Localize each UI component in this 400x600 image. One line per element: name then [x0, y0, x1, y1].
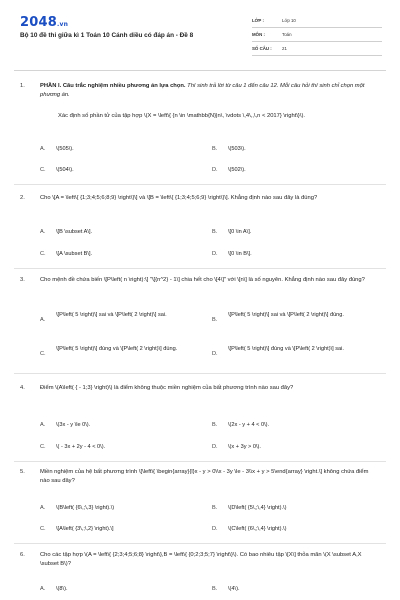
- option-text: \(4\).: [228, 586, 240, 592]
- option-label: C.: [40, 444, 46, 450]
- option-label: B.: [212, 422, 218, 428]
- header-divider: [14, 70, 386, 71]
- logo-main: 2048: [20, 15, 57, 30]
- meta-value: Lớp 10: [282, 18, 296, 23]
- option-label: B.: [212, 229, 218, 235]
- question-number: 4.: [20, 385, 25, 391]
- option-text: \(D\left( {5\,;\,4} \right).\): [228, 505, 287, 511]
- question-stem: [40, 82, 378, 100]
- option-label: D.: [212, 167, 218, 173]
- option-text: \[A\left( {3\,;\,2} \right).\]: [56, 526, 114, 532]
- question-stem: Cho các tập hợp \(A = \left\{ {2;3;4;5;6;8} \right\},B = \left\{ {0;2;3;5;7} \right\}\). Có bao nhiêu tập \[X\] thỏa mãn \(X \subset A,X \subset B\)?: [40, 552, 362, 567]
- meta-value: 21: [282, 46, 287, 51]
- question-number: 2.: [20, 195, 25, 201]
- option-label: A.: [40, 146, 46, 152]
- section-heading: PHẦN I. Câu trắc nghiệm nhiều phương án lựa chọn.: [40, 83, 186, 89]
- meta-key: LỚP :: [252, 18, 264, 23]
- option-label: C.: [40, 526, 46, 532]
- page-header: [0, 0, 400, 60]
- meta-row-subject: [252, 28, 382, 42]
- question-stem: Cho \[A = \left\{ {1;3;4;5;6;8;9} \right\}\] và \[B = \left\{ {1;3;4;5;6;9} \right\}\]. Khẳng định nào sau đây là đúng?: [40, 195, 318, 201]
- option-label: C.: [40, 251, 46, 257]
- question-divider: [14, 184, 386, 185]
- logo-suffix: .vn: [56, 21, 69, 28]
- option-text: \(x + 3y > 0\).: [228, 444, 261, 450]
- option-label: A.: [40, 422, 46, 428]
- option-text: \(502\).: [228, 167, 246, 173]
- option-text: \[0 \in A\].: [228, 229, 252, 235]
- option-text: \[P\left( 5 \right)\] sai và \[P\left( 2 \right)\] đúng.: [228, 312, 344, 318]
- section-instruction: Thí sinh trả lời từ câu 1 đến câu 12. Mỗi câu hỏi thí sinh chỉ chọn một phương án.: [40, 83, 365, 98]
- option-text: \(2x - y + 4 < 0\).: [228, 422, 270, 428]
- option-text: \(504\).: [56, 167, 74, 173]
- question-number: 3.: [20, 277, 25, 283]
- meta-value: Toán: [282, 32, 292, 37]
- option-text: \( - 3x + 2y - 4 < 0\).: [56, 444, 106, 450]
- option-label: A.: [40, 229, 46, 235]
- option-text: \[0 \in B\].: [228, 251, 252, 257]
- meta-panel: [252, 14, 382, 56]
- option-text: \[A \subset B\].: [56, 251, 93, 257]
- option-text: \(505\).: [56, 146, 74, 152]
- meta-row-class: [252, 14, 382, 28]
- option-text: \(3x - y \le 0\).: [56, 422, 91, 428]
- option-label: B.: [212, 317, 218, 323]
- option-label: D.: [212, 444, 218, 450]
- option-label: B.: [212, 586, 218, 592]
- option-text: \(503\).: [228, 146, 246, 152]
- option-text: \(8\).: [56, 586, 68, 592]
- meta-key: MÔN :: [252, 32, 265, 37]
- question-divider: [14, 373, 386, 374]
- document-title: Bộ 10 đề thi giữa kì 1 Toán 10 Cánh diều có đáp án - Đề 8: [20, 32, 194, 39]
- option-label: D.: [212, 251, 218, 257]
- question-divider: [14, 543, 386, 544]
- option-text: \[B \subset A\].: [56, 229, 93, 235]
- question-divider: [14, 268, 386, 269]
- option-label: A.: [40, 505, 46, 511]
- question-stem: Cho mệnh đề chứa biến \[P\left( n \right):\] "\[{n^2} - 1\] chia hết cho \[4\]" với \[n\] là số nguyên. Khẳng định nào sau đây đúng?: [40, 277, 365, 283]
- option-text: \[P\left( 5 \right)\] đúng và \[P\left( 2 \right)\] sai.: [228, 346, 344, 352]
- question-number: 5.: [20, 469, 25, 475]
- question-divider: [14, 461, 386, 462]
- question-stem: Miền nghiệm của hệ bất phương trình \[\left\{ \begin{array}{l}x - y > 0\\x - 3y \le - 3\\x + y > 5\end{array} \right.\] không chứa điểm nào sau đây?: [40, 469, 369, 484]
- question-number: 1.: [20, 83, 25, 89]
- site-logo[interactable]: [20, 15, 68, 30]
- option-label: A.: [40, 586, 46, 592]
- option-text: \[P\left( 5 \right)\] đúng và \[P\left( 2 \right)\] đúng.: [56, 346, 178, 352]
- option-text: \[P\left( 5 \right)\] sai và \[P\left( 2 \right)\] sai.: [56, 312, 167, 318]
- option-label: D.: [212, 351, 218, 357]
- option-label: D.: [212, 526, 218, 532]
- meta-key: SỐ CÂU :: [252, 46, 272, 51]
- option-label: B.: [212, 146, 218, 152]
- option-text: \(C\left( {6\,;\,4} \right).\): [228, 526, 287, 532]
- question-prompt: Xác định số phần tử của tập hợp \(X = \left\{ {n \in \mathbb{N}|n\, \vdots \,4\,,\,n < 2017} \right\}\).: [58, 113, 306, 119]
- option-label: A.: [40, 317, 46, 323]
- option-label: C.: [40, 351, 46, 357]
- meta-row-count: [252, 42, 382, 56]
- option-text: \(B\left( {6\,;\,3} \right).\): [56, 505, 115, 511]
- option-label: B.: [212, 505, 218, 511]
- question-stem: Điểm \(A\left( { - 1;3} \right)\) là điểm không thuộc miền nghiệm của bất phương trình nào sau đây?: [40, 385, 294, 391]
- option-label: C.: [40, 167, 46, 173]
- question-number: 6.: [20, 552, 25, 558]
